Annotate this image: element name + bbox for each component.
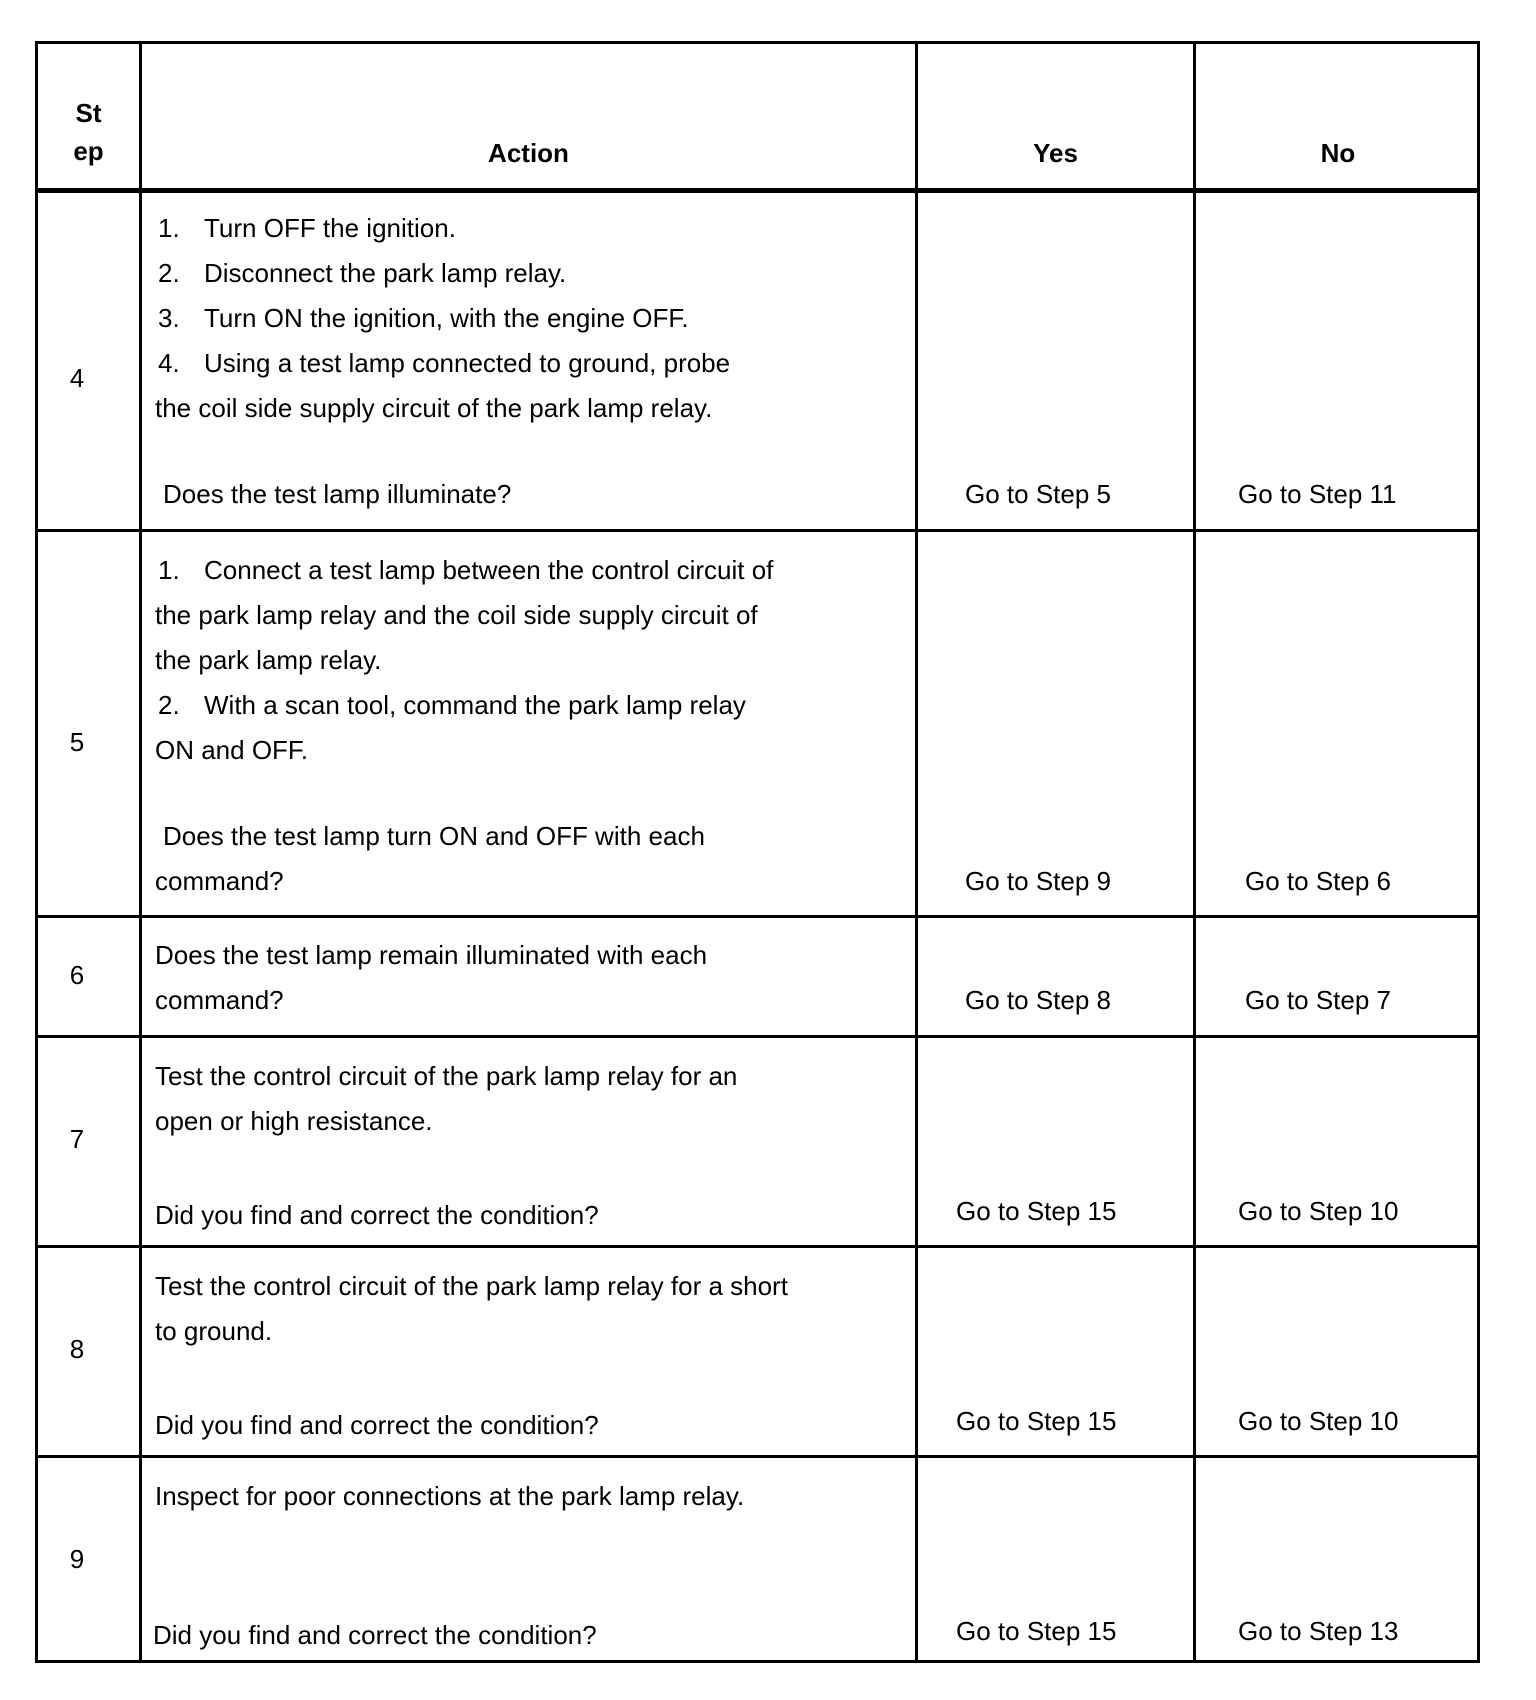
column-divider xyxy=(1193,44,1196,1660)
step-number: 6 xyxy=(69,960,85,990)
question-line: command? xyxy=(155,866,284,896)
action-line: Test the control circuit of the park lamp relay for an xyxy=(155,1061,738,1091)
no-result: Go to Step 6 xyxy=(1245,866,1391,896)
step-number: 8 xyxy=(69,1334,85,1364)
header-step-line: St xyxy=(75,98,102,128)
action-continuation: ON and OFF. xyxy=(155,735,309,765)
action-question: Did you find and correct the condition? xyxy=(155,1410,599,1440)
action-line: Test the control circuit of the park lamp relay for a short xyxy=(155,1271,788,1301)
step-number: 7 xyxy=(69,1124,85,1154)
action-text: Inspect for poor connections at the park lamp relay. xyxy=(155,1481,745,1511)
action-question: Did you find and correct the condition? xyxy=(153,1620,597,1650)
action-line: open or high resistance. xyxy=(155,1106,433,1136)
header-step-line: ep xyxy=(73,136,104,166)
action-question: Did you find and correct the condition? xyxy=(155,1200,599,1230)
no-result: Go to Step 11 xyxy=(1238,479,1397,509)
row-divider xyxy=(38,1035,1477,1038)
header-yes: Yes xyxy=(1033,138,1078,168)
step-number: 5 xyxy=(69,727,85,757)
action-continuation xyxy=(155,593,758,683)
no-result: Go to Step 10 xyxy=(1238,1196,1399,1226)
column-divider xyxy=(139,44,142,1660)
action-item: 3. Turn ON the ignition, with the engine OFF. xyxy=(158,303,689,333)
no-result: Go to Step 10 xyxy=(1238,1406,1399,1436)
header-divider xyxy=(38,188,1477,193)
question-line: Does the test lamp remain illuminated with each xyxy=(155,940,708,970)
action-question xyxy=(155,933,707,1023)
yes-result: Go to Step 9 xyxy=(965,866,1111,896)
row-divider xyxy=(38,915,1477,918)
step-number: 9 xyxy=(69,1544,85,1574)
yes-result: Go to Step 15 xyxy=(956,1196,1117,1226)
no-result: Go to Step 13 xyxy=(1238,1616,1399,1646)
action-line: the park lamp relay. xyxy=(155,645,382,675)
diagnostic-table xyxy=(35,41,1480,1663)
row-divider xyxy=(38,1455,1477,1458)
yes-result: Go to Step 15 xyxy=(956,1406,1117,1436)
no-result: Go to Step 7 xyxy=(1245,985,1391,1015)
yes-result: Go to Step 8 xyxy=(965,985,1111,1015)
action-question xyxy=(155,814,705,904)
action-item: 4. Using a test lamp connected to ground, probe xyxy=(158,348,731,378)
action-item: 1. Turn OFF the ignition. xyxy=(158,213,456,243)
action-question: Does the test lamp illuminate? xyxy=(163,479,512,509)
row-divider xyxy=(38,529,1477,532)
action-continuation: the coil side supply circuit of the park lamp relay. xyxy=(155,393,713,423)
header-no: No xyxy=(1320,138,1356,168)
action-text xyxy=(155,1264,788,1354)
action-list xyxy=(158,206,730,386)
action-item: 1. Connect a test lamp between the control circuit of xyxy=(158,555,774,585)
question-line: command? xyxy=(155,985,284,1015)
action-item: 2. Disconnect the park lamp relay. xyxy=(158,258,567,288)
yes-result: Go to Step 15 xyxy=(956,1616,1117,1646)
question-line: Does the test lamp turn ON and OFF with each xyxy=(163,821,705,851)
action-line: the park lamp relay and the coil side supply circuit of xyxy=(155,600,758,630)
header-step xyxy=(38,94,139,170)
column-divider xyxy=(915,44,918,1660)
row-divider xyxy=(38,1245,1477,1248)
action-text xyxy=(155,1054,737,1144)
header-action: Action xyxy=(488,138,569,168)
yes-result: Go to Step 5 xyxy=(965,479,1111,509)
action-line: to ground. xyxy=(155,1316,273,1346)
step-number: 4 xyxy=(69,363,85,393)
action-item: 2. With a scan tool, command the park lamp relay xyxy=(158,690,746,720)
